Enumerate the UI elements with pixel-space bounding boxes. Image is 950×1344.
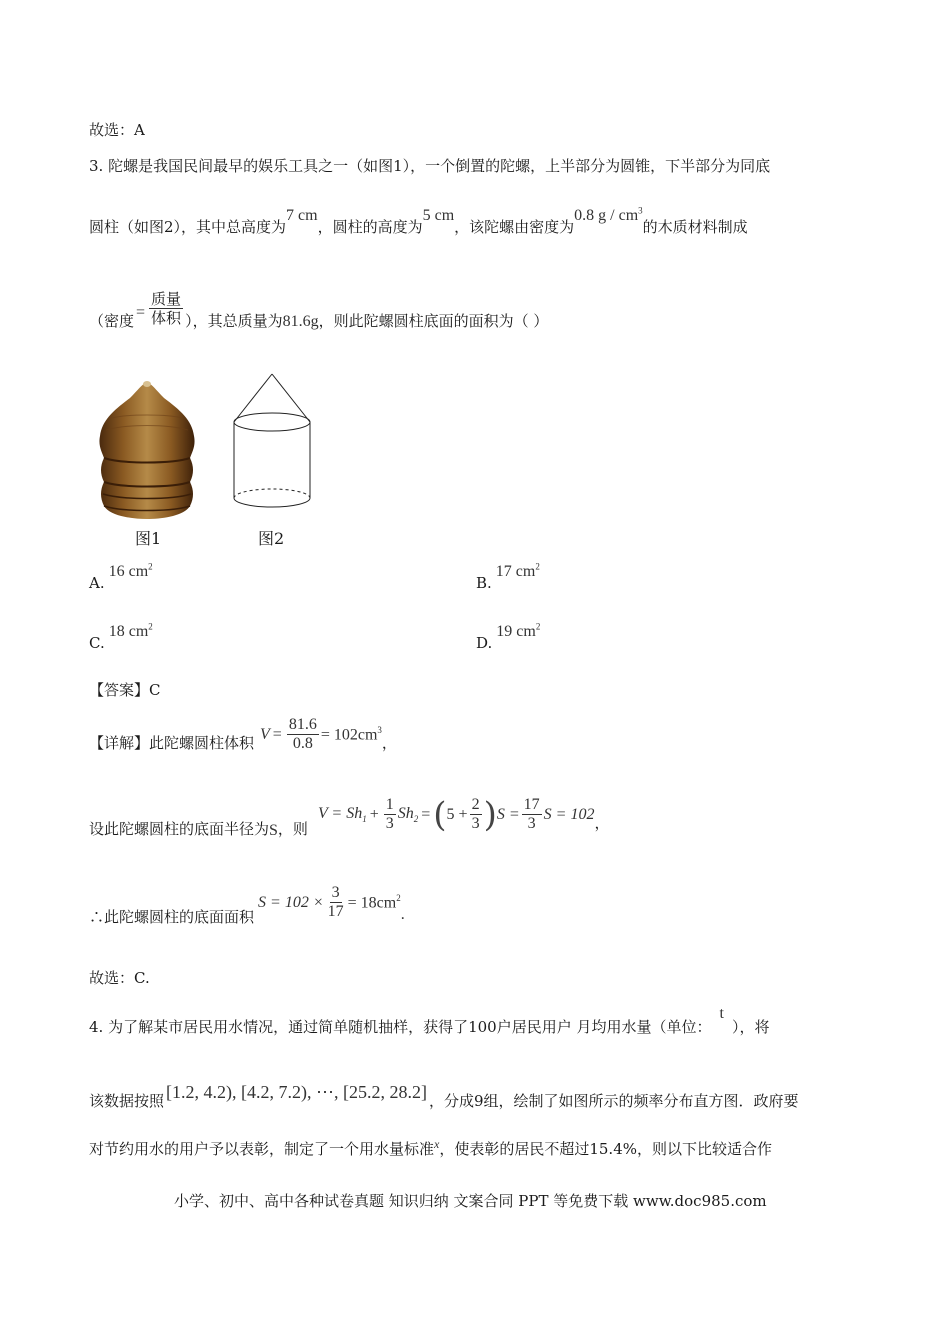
option-b[interactable]: B.17 $cm^2$ <box>476 562 540 593</box>
q3-line2-a: 圆柱（如图2），其中总高度为 <box>89 218 287 236</box>
q4-line1: 4. 为了解某市居民用水情况，通过简单随机抽样，获得了100户居民用户 月均用水量（单位：t），将 <box>89 1005 770 1036</box>
detail-line-1: 【详解】此陀螺圆柱体积 V = $\frac{81.6}{0.8}$ = $102cm^3$ ， <box>89 716 397 752</box>
q3-line3-b: ），其总质量为 <box>185 312 283 330</box>
q4-line2: 该数据按照 [1.2, 4.2), [4.2, 7.2), ⋯, [25.2, 28.2] ，分成9组，绘制了如图所示的频率分布直方图．政府要 <box>89 1082 799 1110</box>
page-footer: 小学、初中、高中各种试卷真题 知识归纳 文案合同 PPT 等免费下载 www.doc985.com <box>174 1192 767 1210</box>
density-value: 0.8 g / $cm^3$ <box>574 205 643 224</box>
option-d[interactable]: D.19 $cm^2$ <box>476 622 541 653</box>
density-formula: $\frac{\text{质量}}{\text{体积}}$ <box>151 290 182 327</box>
cone-cylinder-diagram <box>228 370 316 520</box>
spinning-top-photo <box>92 378 202 520</box>
q4-line3: 对节约用水的用户予以表彰，制定了一个用水量标准$^x$，使表彰的居民不超过15.4%，则以下比较适合作 <box>89 1137 772 1158</box>
option-a[interactable]: A.16 $cm^2$ <box>89 562 153 593</box>
q3-line1: 3. 陀螺是我国民间最早的娱乐工具之一（如图1），一个倒置的陀螺，上半部分为圆锥，下半部分为同底 <box>89 157 771 175</box>
prev-choose: 故选：A <box>89 121 145 139</box>
q3-line2-c: ，该陀螺由密度为 <box>454 218 575 236</box>
cylinder-height: 5 cm <box>422 207 455 224</box>
unit-t: t <box>719 1005 724 1022</box>
total-height: 7 cm <box>286 207 318 224</box>
q3-line3-c: ，则此陀螺圆柱底面的面积为（ ） <box>318 312 549 330</box>
q3-line2 <box>89 205 748 237</box>
q3-paren-open: （密度 <box>89 312 135 330</box>
q3-line2-d: 的木质材料制成 <box>642 218 748 236</box>
figure-1-label: 图1 <box>135 529 162 548</box>
figure-2-label: 图2 <box>258 529 285 548</box>
q3-choose: 故选：C. <box>89 969 150 987</box>
detail-line-2: 设此陀螺圆柱的底面半径为 S ，则 $V = Sh_1$ + $\frac{1}{3}$ $Sh_2$ = ( 5 + $\frac{2}{3}$ ) S = $\frac{17}{3}$ S = 102 ， <box>89 794 610 839</box>
x-variable: x <box>434 1137 440 1151</box>
answer-line: 【答案】C <box>89 681 161 699</box>
interval-list: [1.2, 4.2), [4.2, 7.2), ⋯, [25.2, 28.2] <box>166 1082 427 1102</box>
option-c[interactable]: C.18 $cm^2$ <box>89 622 153 653</box>
total-mass: 81.6g <box>282 313 319 330</box>
detail-line-3: ∴此陀螺圆柱的底面面积 S = 102 × $\frac{3}{17}$ = $18cm^2$ . <box>89 884 405 926</box>
q3-line3: （密度 = $\frac{\text{质量}}{\text{体积}}$ ），其总质量为81.6g，则此陀螺圆柱底面的面积为（ ） <box>89 290 549 330</box>
q3-line2-b: ，圆柱的高度为 <box>317 218 423 236</box>
